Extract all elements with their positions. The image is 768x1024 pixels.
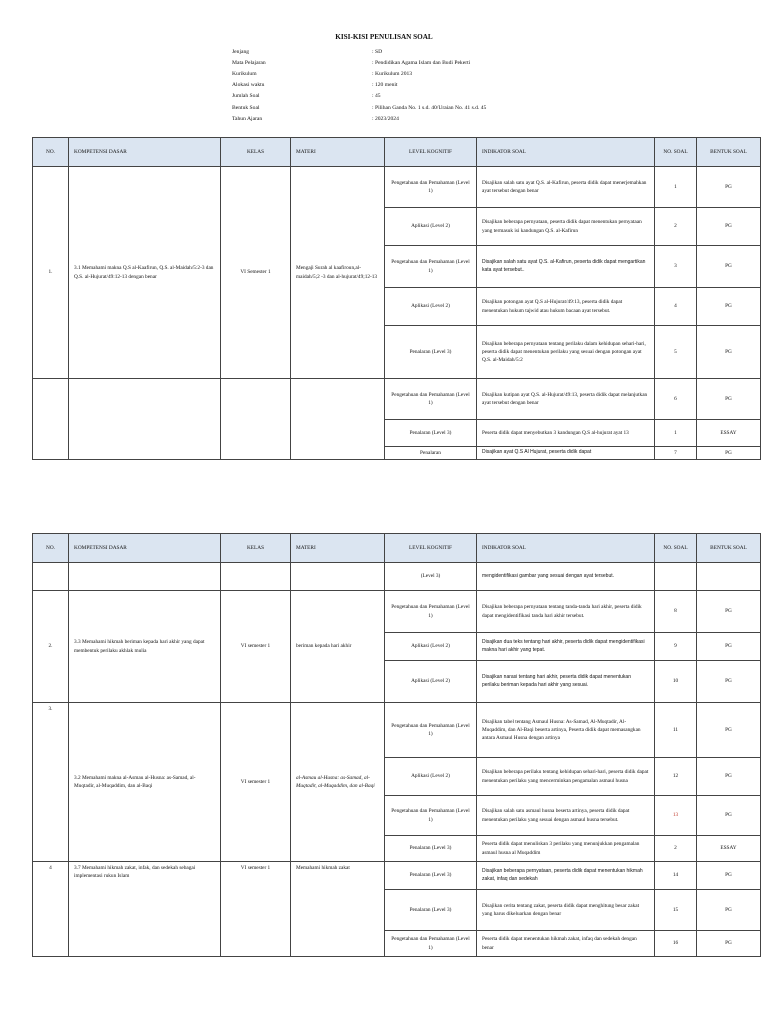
col-level: LEVEL KOGNITIF <box>385 534 477 563</box>
cell-kelas <box>221 379 291 460</box>
cell-kelas: VI semester 1 <box>221 862 291 957</box>
cell-level: Pengetahuan dan Pemahaman (Level 1) <box>385 246 477 288</box>
cell-no-soal: 2 <box>655 208 697 246</box>
cell-level: Penalaran <box>385 447 477 460</box>
cell-no-soal: 6 <box>655 379 697 420</box>
cell-indikator: Disajikan tabel tentang Asmaul Husna: As-Samad, Al-Muqtadir, Al-Muqaddim, dan Al-Baqi beserta artinya, Peserta didik dapat memasangkan antara Asmaul Husna dengan artinya <box>477 703 655 758</box>
cell-no <box>33 379 69 460</box>
cell-indikator: Disajikan beberapa pernyataan tentang perilaku dalam kehidupan sehari-hari, peserta didik dapat menentukan perilaku yang sesuai dengan potongan ayat Q.S. al-Maidah/5:2 <box>477 326 655 379</box>
cell-no: 3. <box>33 703 69 862</box>
cell-kelas: VI Semester 1 <box>221 167 291 379</box>
col-kompetensi: KOMPETENSI DASAR <box>69 534 221 563</box>
meta-key: Mata Pelajaran <box>232 59 266 66</box>
cell-no-soal: 11 <box>655 703 697 758</box>
cell-level: Pengetahuan dan Pemahaman (Level 1) <box>385 591 477 633</box>
meta-value: : Pilihan Ganda No. 1 s.d. 40/Uraian No. 41 s.d. 45 <box>372 104 487 111</box>
cell-level: Penalaran (Level 3) <box>385 326 477 379</box>
meta-key: Kurikulum <box>232 70 257 77</box>
cell-indikator: Disajikan beberapa pernyataan, peserta didik dapat menentukan hikmah zakat, infaq dan sedekah <box>477 862 655 890</box>
meta-key: Alokasi waktu <box>232 82 265 89</box>
col-kompetensi: KOMPETENSI DASAR <box>69 138 221 167</box>
cell-no-soal: 9 <box>655 633 697 661</box>
cell-level: Aplikasi (Level 2) <box>385 208 477 246</box>
cell-materi <box>291 379 385 460</box>
table-row <box>33 563 761 591</box>
cell-no-soal <box>655 563 697 591</box>
meta-info <box>232 46 486 124</box>
cell-bentuk: PG <box>697 208 761 246</box>
table-row <box>33 862 761 890</box>
cell-bentuk: ESSAY <box>697 836 761 862</box>
kisi-table-page-1 <box>32 137 761 460</box>
cell-kompetensi: 3.7 Memahami hikmah zakat, infak, dan sedekah sebagai implementasi rukun Islam <box>69 862 221 957</box>
cell-no: 1. <box>33 167 69 379</box>
kisi-table-page-2 <box>32 533 761 957</box>
cell-bentuk: PG <box>697 796 761 836</box>
cell-indikator: Disajikan dua teks tentang hari akhir, peserta didik dapat mengidentifikasi makna hari akhir yang tepat. <box>477 633 655 661</box>
cell-kelas: VI semester 1 <box>221 703 291 862</box>
cell-indikator: Disajikan ayat Q.S Al Hujurat, peserta didik dapat <box>477 447 655 460</box>
col-kelas: KELAS <box>221 534 291 563</box>
meta-key: Bentuk Soal <box>232 104 260 111</box>
table-header-row <box>33 138 761 167</box>
cell-level: Pengetahuan dan Pemahaman (Level 1) <box>385 703 477 758</box>
cell-bentuk: PG <box>697 758 761 796</box>
cell-level: Aplikasi (Level 2) <box>385 661 477 703</box>
cell-no-soal: 7 <box>655 447 697 460</box>
cell-bentuk: PG <box>697 167 761 208</box>
cell-indikator: Disajikan kutipan ayat Q.S. al-Hujurat/49:13, peserta didik dapat melanjutkan ayat tersebut dengan benar <box>477 379 655 420</box>
cell-no-soal: 4 <box>655 288 697 326</box>
cell-indikator: Disajikan beberapa perilaku tentang kehidupan sehari-hari, peserta didik dapat menentukan perilaku yang mencerminkan pengamalan asmaul husna <box>477 758 655 796</box>
cell-no-soal: 16 <box>655 931 697 957</box>
cell-no-soal: 3 <box>655 246 697 288</box>
cell-materi: Mengaji Surah al kaafiroun,al-maidah/5;2 -3 dan al-hujurat/49;12-13 <box>291 167 385 379</box>
cell-no-soal: 13 <box>655 796 697 836</box>
cell-bentuk: PG <box>697 931 761 957</box>
cell-level: Aplikasi (Level 2) <box>385 633 477 661</box>
cell-level: Penalaran (Level 3) <box>385 890 477 931</box>
cell-level: Pengetahuan dan Pemahaman (Level 1) <box>385 379 477 420</box>
cell-level: Pengetahuan dan Pemahaman (Level 1) <box>385 796 477 836</box>
cell-no-soal: 2 <box>655 836 697 862</box>
col-bentuk-soal: BENTUK SOAL <box>697 138 761 167</box>
table-row <box>33 591 761 633</box>
cell-bentuk: PG <box>697 703 761 758</box>
cell-no <box>33 563 69 591</box>
col-level: LEVEL KOGNITIF <box>385 138 477 167</box>
meta-key: Tahun Ajaran <box>232 115 263 122</box>
cell-kompetensi: 3.2 Memahami makna al-Asmau al-Husna: as-Samad, al-Muqtadir, al-Muqaddim, dan al-Baqi <box>69 703 221 862</box>
col-materi: MATERI <box>291 138 385 167</box>
cell-indikator: Disajikan cerita tentang zakat, peserta didik dapat menghitung besar zakat yang harus dikeluarkan dengan benar <box>477 890 655 931</box>
cell-indikator: Peserta didik dapat menyebutkan 3 kandungan Q.S al-hujurat ayat 13 <box>477 420 655 447</box>
cell-indikator: Disajikan salah satu ayat Q.S. al-Kafirun, peserta didik dapat mengartikan kata ayat tersebut.. <box>477 246 655 288</box>
meta-value: : 2023/2024 <box>372 115 399 122</box>
cell-kompetensi <box>69 563 221 591</box>
table-row <box>33 167 761 208</box>
cell-kelas: VI semester 1 <box>221 591 291 703</box>
cell-level: Pengetahuan dan Pemahaman (Level 1) <box>385 931 477 957</box>
meta-value: : 120 menit <box>372 82 398 89</box>
meta-key: Jumlah Soal <box>232 93 260 100</box>
cell-bentuk: PG <box>697 288 761 326</box>
cell-bentuk: PG <box>697 447 761 460</box>
cell-bentuk: PG <box>697 633 761 661</box>
table-row <box>33 703 761 758</box>
meta-key: Jenjang <box>232 48 250 55</box>
cell-level: Pengetahuan dan Pemahaman (Level 1) <box>385 167 477 208</box>
meta-value: : 45 <box>372 93 381 100</box>
cell-bentuk: PG <box>697 890 761 931</box>
cell-bentuk: PG <box>697 862 761 890</box>
table-row <box>33 379 761 420</box>
cell-kompetensi <box>69 379 221 460</box>
cell-bentuk: PG <box>697 246 761 288</box>
cell-bentuk: PG <box>697 379 761 420</box>
cell-no: 2. <box>33 591 69 703</box>
cell-indikator: Disajikan narasi tentang hari akhir, peserta didik dapat menentukan perilaku beriman kepada hari akhir yang sesuai. <box>477 661 655 703</box>
cell-kompetensi: 3.1 Memahami makna Q.S al-Kaafirun, Q.S. al-Maidah/5:2-3 dan Q.S. al-Hujurat/49:12-13 dengan benar <box>69 167 221 379</box>
cell-no-soal: 8 <box>655 591 697 633</box>
meta-value: : Kurikulum 2013 <box>372 70 413 77</box>
cell-indikator: Peserta didik dapat menuliskan 3 perilaku yang menunjukkan pengamalan asmaul husna al Muqaddim <box>477 836 655 862</box>
col-bentuk-soal: BENTUK SOAL <box>697 534 761 563</box>
cell-bentuk: PG <box>697 591 761 633</box>
cell-kompetensi: 3.3 Memahami hikmah beriman kepada hari akhir yang dapat membentuk perilaku akhlak mulia <box>69 591 221 703</box>
cell-level: Aplikasi (Level 2) <box>385 758 477 796</box>
cell-indikator: Disajikan salah satu ayat Q.S. al-Kafirun, peserta didik dapat menerjemahkan ayat tersebut dengan benar <box>477 167 655 208</box>
cell-no-soal: 1 <box>655 167 697 208</box>
cell-no: 4 <box>33 862 69 957</box>
meta-value: : Pendidikan Agama Islam dan Budi Pekerti <box>372 59 471 66</box>
cell-no-soal: 1 <box>655 420 697 447</box>
cell-materi <box>291 563 385 591</box>
cell-indikator: Disajikan salah satu asmaul husna beserta artinya, peserta didik dapat menentukan perilaku yang sesuai dengan asmaul husna tersebut. <box>477 796 655 836</box>
cell-indikator: mengidentifikasi gambar yang sesuai dengan ayat tersebut. <box>477 563 655 591</box>
cell-no-soal: 15 <box>655 890 697 931</box>
document-title: KISI-KISI PENULISAN SOAL <box>335 33 433 41</box>
cell-no-soal: 14 <box>655 862 697 890</box>
cell-indikator: Peserta didik dapat menentukan hikmah zakat, infaq dan sedekah dengan benar <box>477 931 655 957</box>
col-indikator: INDIKATOR SOAL <box>477 534 655 563</box>
cell-bentuk: PG <box>697 661 761 703</box>
cell-bentuk: ESSAY <box>697 420 761 447</box>
col-no: NO. <box>33 534 69 563</box>
cell-kelas <box>221 563 291 591</box>
cell-level: Penalaran (Level 3) <box>385 836 477 862</box>
cell-indikator: Disajikan beberapa pernyataan, peserta didik dapat menentukan pernyataan yang termasuk isi kandungan Q.S. al-Kafirun <box>477 208 655 246</box>
col-no-soal: NO. SOAL <box>655 534 697 563</box>
col-materi: MATERI <box>291 534 385 563</box>
cell-materi: beriman kepada hari akhir <box>291 591 385 703</box>
cell-level: Aplikasi (Level 2) <box>385 288 477 326</box>
col-no: NO. <box>33 138 69 167</box>
cell-materi: al-Asmau al-Husna: as-Samad, al-Muqtadir, al-Muqaddim, dan al-Baqi <box>291 703 385 862</box>
cell-bentuk <box>697 563 761 591</box>
col-indikator: INDIKATOR SOAL <box>477 138 655 167</box>
col-kelas: KELAS <box>221 138 291 167</box>
cell-level: Penalaran (Level 3) <box>385 420 477 447</box>
cell-materi: Memahami hikmah zakat <box>291 862 385 957</box>
table-header-row <box>33 534 761 563</box>
cell-no-soal: 12 <box>655 758 697 796</box>
cell-indikator: Disajikan potongan ayat Q.S al-Hujurat/49:13, peserta didik dapat menentukan hukum tajwid atau hukum bacaan ayat tersebut. <box>477 288 655 326</box>
cell-level: Penalaran (Level 3) <box>385 862 477 890</box>
cell-no-soal: 5 <box>655 326 697 379</box>
meta-value: : SD <box>372 48 383 55</box>
cell-level: (Level 3) <box>385 563 477 591</box>
col-no-soal: NO. SOAL <box>655 138 697 167</box>
cell-indikator: Disajikan beberapa pernyataan tentang tanda-tanda hari akhir, peserta didik dapat mengidentifikasi tanda hari akhir tersebut. <box>477 591 655 633</box>
cell-bentuk: PG <box>697 326 761 379</box>
cell-no-soal: 10 <box>655 661 697 703</box>
